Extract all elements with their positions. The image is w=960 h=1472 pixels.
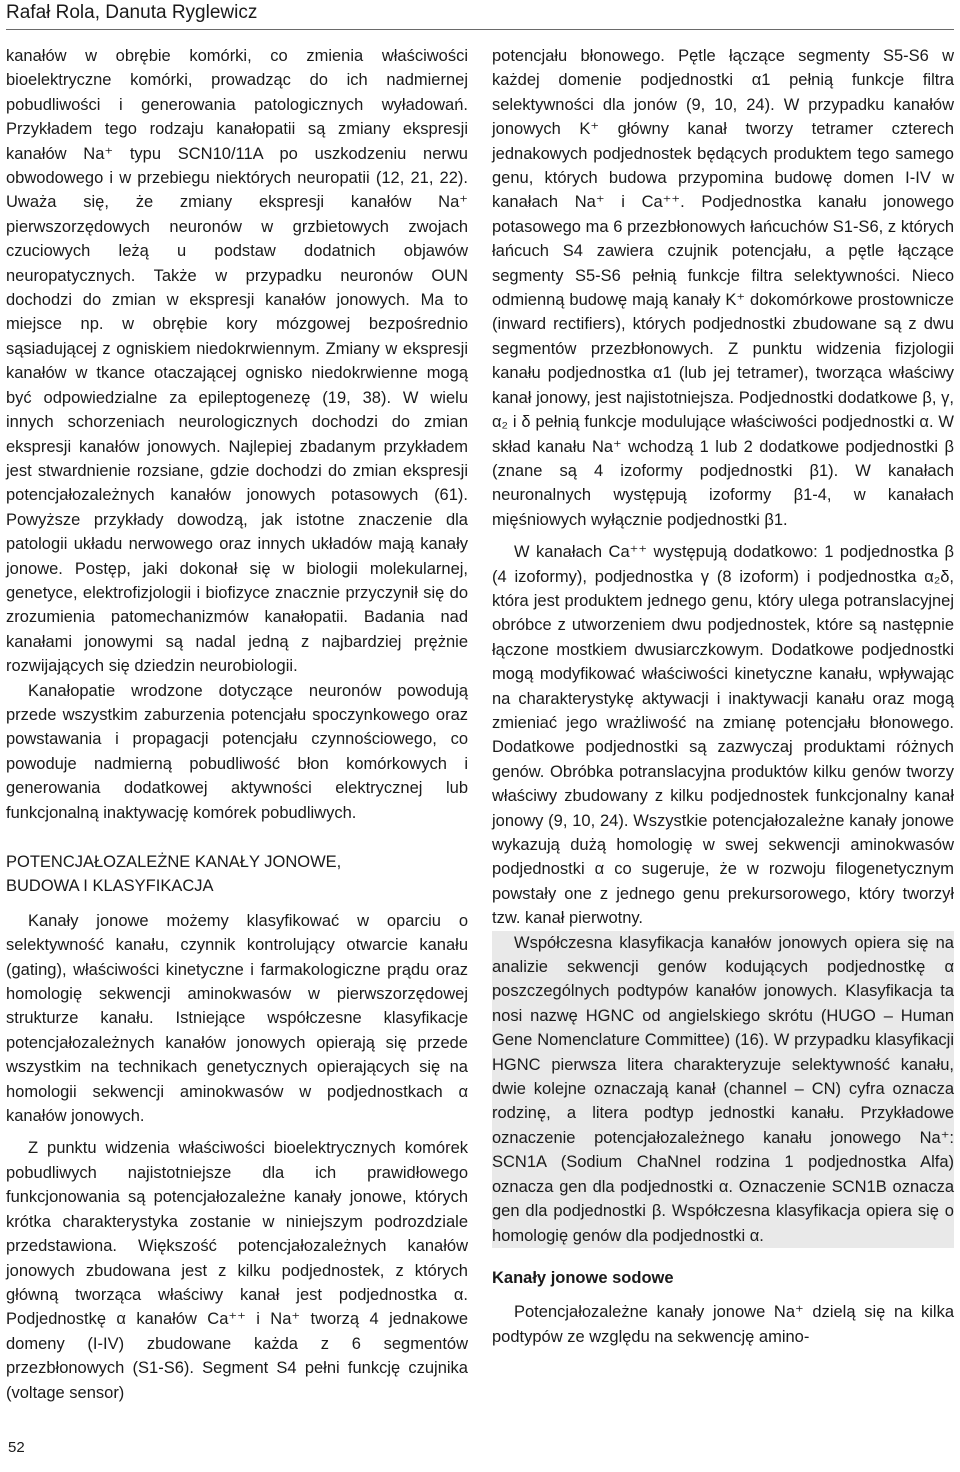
header-rule bbox=[6, 29, 954, 30]
left-column bbox=[6, 44, 468, 1405]
paragraph: kanałów w obrębie komórki, co zmienia właściwości bioelektryczne komórki, prowadząc do ich nadmiernej pobudliwości i generowania patologicznych wyładowań. Przykładem tego rodzaju kanałopatii są zmiany ekspresji kanałów Na⁺ typu SCN10/11A po uszkodzeniu nerwu obwodowego i w przebiegu niektórych neuropatii (12, 21, 22). Uważa się, że zmiany ekspresji kanałów Na⁺ pierwszorzędowych neuronów w grzbietowych zwojach czuciowych leżą u podstaw dodatnich objawów neuropatycznych. Także w przypadku neuronów OUN dochodzi do zmian w ekspresji kanałów jonowych. Ma to miejsce np. w obrębie kory mózgowej bezpośrednio sąsiadującej z ogniskiem niedokrwiennym. Zmiany w ekspresji kanałów w tkance otaczającej ognisko niedokrwienne mogą być odpowiedzialne za epileptogenezę (19, 38). W wielu innych schorzeniach neurologicznych dochodzi do zmian ekspresji kanałów jonowych. Najlepiej zbadanym przykładem jest stwardnienie rozsiane, gdzie dochodzi do zmian ekspresji potencjałozależnych kanałów jonowych potasowych (61). Powyższe przykłady dowodzą, jak istotne znaczenie dla patologii układu nerwowego oraz innych układów mają kanały jonowe. Postęp, jaki dokonał się w biologii molekularnej, genetyce, elektrofizjologii i biofizyce znacznie przyczynił się do zrozumienia patomechanizmów kanałopatii. Badania nad kanałami jonowymi są nadal jedną z najbardziej prężnie rozwijających się dziedzin neurobiologii. bbox=[6, 47, 468, 676]
paragraph: potencjału błonowego. Pętle łączące segmenty S5-S6 w każdej domenie podjednostki α1 pełnią funkcje filtra selektywności dla jonów (9, 10, 24). W przypadku kanałów jonowych K⁺ główny kanał tworzy tetramer czterech jednakowych podjednostek będących produktem tego samego genu, których budowa przypomina budowę domen I-IV w kanałach Na⁺ i Ca⁺⁺. Podjednostka kanału jonowego potasowego ma 6 przezbłonowych łańcuchów S1-S6, z których łańcuch S4 zawiera czujnik potencjału, a pętle łączące segmenty S5-S6 pełnią funkcje filtra selektywności. Nieco odmienną budowę mają kanały K⁺ dokomórkowe prostownicze (inward rectifiers), których podjednostki zbudowane są z dwu segmentów przezbłonowych. Z punktu widzenia fizjologii kanału podjednostka α1 (lub jej tetramer), tworząca właściwy kanał jonowy, jest najistotniejsza. Podjednostki dodatkowe β, γ, α₂ i δ pełnią funkcje modulujące właściwości podjednostki α. W skład kanału Na⁺ wchodzą 1 lub 2 dodatkowe podjednostki β (znane są 4 izoformy podjednostki β1). W kanałach neuronalnych występują izoformy β1-4, w kanałach mięśniowych wyłącznie podjednostki β1. bbox=[492, 47, 954, 529]
subsection-heading: Kanały jonowe sodowe bbox=[492, 1268, 674, 1287]
right-column bbox=[492, 44, 954, 1349]
paragraph: Potencjałozależne kanały jonowe Na⁺ dzielą się na kilka podtypów ze względu na sekwencję amino- bbox=[492, 1303, 954, 1346]
shaded-paragraph: Współczesna klasyfikacja kanałów jonowych opiera się na analizie sekwencji genów kodujących podjednostkę α poszczególnych podtypów kanałów jonowych. Klasyfikacja ta nosi nazwę HGNC od angielskiego skrótu (HUGO – Human Gene Nomenclature Committee) (16). W przypadku klasyfikacji HGNC pierwsza litera charakteryzuje selektywność kanału, dwie kolejne oznaczają kanał (channel – CN) cyfra oznacza rodzinę, a litera podtyp jednostki kanału. Przykładowe oznaczenie potencjałozależnego kanału jonowego Na⁺: SCN1A (Sodium ChaNnel rodzina 1 podjednostka Alfa) oznacza gen dla podjednostki α. Oznaczenie SCN1B oznacza gen dla podjednostki β. Współczesna klasyfikacja opiera się o homologię genów dla podjednostki α. bbox=[492, 931, 954, 1248]
section-heading-line: BUDOWA I KLASYFIKACJA bbox=[6, 877, 214, 896]
section-heading bbox=[6, 850, 468, 899]
page-number: 52 bbox=[8, 1439, 25, 1456]
paragraph: Kanałopatie wrodzone dotyczące neuronów powodują przede wszystkim zaburzenia potencjału spoczynkowego oraz powstawania i propagacji potencjału czynnościowego, co powoduje nadmierną pobudliwość błon komórkowych i generowania dodatkowej aktywności elektrycznej lub funkcjonalną inaktywację komórek pobudliwych. bbox=[6, 681, 468, 822]
paragraph: W kanałach Ca⁺⁺ występują dodatkowo: 1 podjednostka β (4 izoformy), podjednostka γ (8 izoform) i podjednostka α₂δ, która jest produktem jednego genu, który ulega potranslacyjnej obróbce z utworzeniem dwu podjednostek, które są następnie łączone mostkiem dwusiarczkowym. Dodatkowe podjednostki mogą modyfikować właściwości kinetyczne kanału, wpływając na charakterystykę aktywacji i inaktywacji kanału oraz mogą zmieniać jego wrażliwość na zmianę potencjału błonowego. Dodatkowe podjednostki są zazwyczaj produktami różnych genów. Obróbka potranslacyjna produktów kilku genów tworzy właściwy zbudowany z kilku podjednostek funkcjonalny kanał jonowy (9, 10, 24). Wszystkie potencjałozależne kanały jonowe wykazują dużą homologię w swej sekwencji aminokwasów podjednostki α co sugeruje, że w rozwoju filogenetycznym powstały one z jednego genu prekursorowego, który tworzył tzw. kanał pierwotny. bbox=[492, 543, 954, 928]
paragraph: Kanały jonowe możemy klasyfikować w oparciu o selektywność kanału, czynnik kontrolujący otwarcie kanału (gating), właściwości kinetyczne i farmakologiczne prądu oraz homologię sekwencji aminokwasów w pierwszorzędowej strukturze kanału. Istniejące współczesne klasyfikacje potencjałozależnych kanałów jonowych opierają się przede wszystkim na technikach genetycznych opierających się na homologii sekwencji aminokwasów w podjednostkach α kanałów jonowych. bbox=[6, 911, 468, 1126]
running-header-authors: Rafał Rola, Danuta Ryglewicz bbox=[6, 2, 258, 23]
paragraph: Z punktu widzenia właściwości bioelektrycznych komórek pobudliwych najistotniejsze dla ich prawidłowego funkcjonowania są potencjałozależne kanały jonowe, których krótka charakterystyka zostanie w niniejszym podrozdziale przedstawiona. Większość potencjałozależnych kanałów jonowych zbudowana jest z kilku podjednostek, z których główną tworząca właściwy kanał jest podjednostka α. Podjednostkę α kanałów Ca⁺⁺ i Na⁺ tworzą 4 jednakowe domeny (I-IV) zbudowane każda z 6 segmentów przezbłonowych (S1-S6). Segment S4 pełni funkcję czujnika (voltage sensor) bbox=[6, 1139, 468, 1402]
section-heading-line: POTENCJAŁOZALEŻNE KANAŁY JONOWE, bbox=[6, 853, 342, 871]
